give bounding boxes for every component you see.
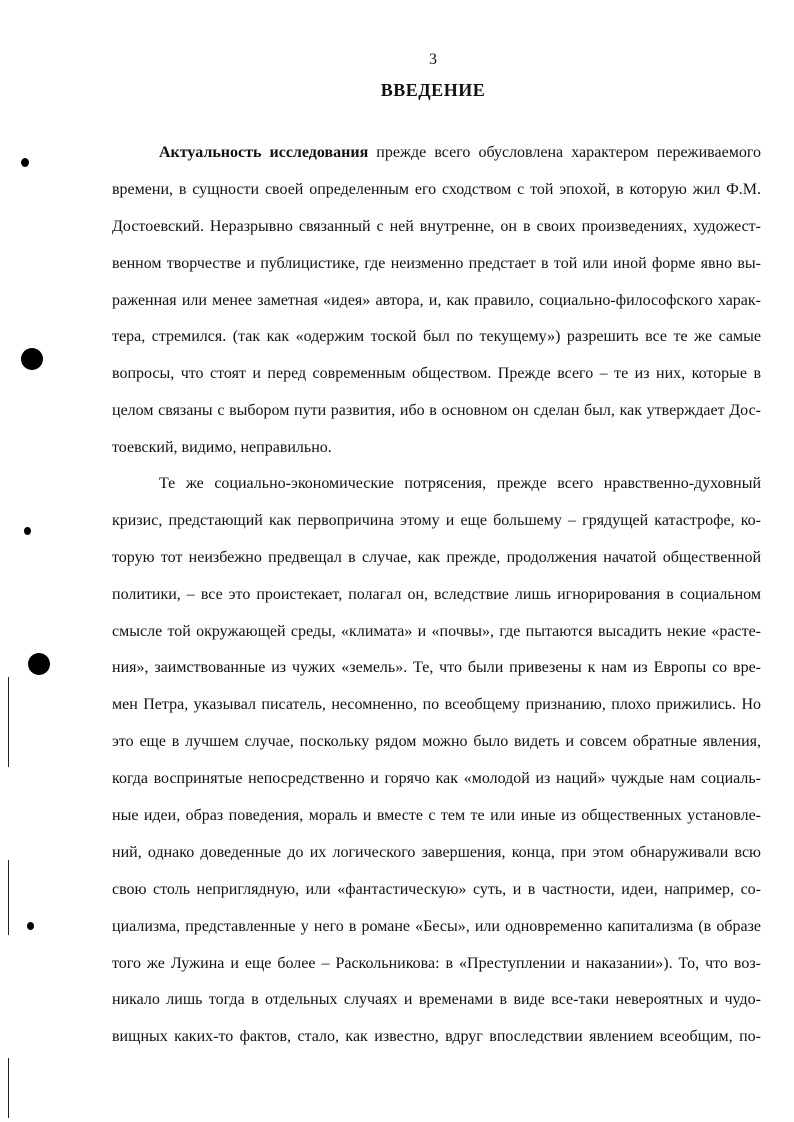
text-line: времени, в сущности своей определенным его сходством с той эпохой, в которую жил Ф.М. (112, 180, 761, 198)
text-line: раженная или менее заметная «идея» автора, и, как правило, социально-философского харак- (112, 291, 761, 309)
lead-phrase: Актуальность исследования (159, 144, 369, 161)
scan-speck (24, 527, 31, 535)
scan-speck (21, 158, 29, 167)
text-line: целом связаны с выбором пути развития, ибо в основном он сделан был, как утверждает Дос- (112, 402, 761, 420)
text-line: вищных каких-то фактов, стало, как известно, вдруг впоследствии явлением всеобщим, по- (112, 1028, 761, 1046)
paragraph-relevance (112, 138, 761, 470)
text-line: того же Лужина и еще более – Раскольникова: в «Преступлении и наказании»). То, что воз- (112, 954, 761, 972)
text-line: никало лишь тогда в отдельных случаях и временами в виде все-таки невероятных и чудо- (112, 991, 761, 1009)
text-line: тоевский, видимо, неправильно. (112, 439, 332, 457)
text-line: ные идеи, образ поведения, мораль и вместе с тем те или иные из общественных установле- (112, 807, 761, 825)
text-line: тера, стремился. (так как «одержим тоской был по текущему») разрешить все те же самые (112, 328, 761, 346)
text-line: Достоевский. Неразрывно связанный с ней внутренне, он в своих произведениях, художест- (112, 217, 761, 235)
page-title: ВВЕДЕНИЕ (380, 80, 486, 100)
binder-hole-top (21, 348, 43, 370)
text-line: Актуальность исследования прежде всего обусловлена характером переживаемого (159, 144, 761, 161)
text-line: кризис, предстающий как первопричина этому и еще большему – грядущей катастрофе, ко- (112, 511, 761, 529)
text-line: Те же социально-экономические потрясения, прежде всего нравственно-духовный (159, 475, 761, 492)
text-line: ния», заимствованные из чужих «земель». Те, что были привезены к нам из Европы со вре- (112, 659, 761, 677)
text-line: циализма, представленные у него в романе «Бесы», или одновременно капитализма (в образе (112, 917, 761, 935)
scan-edge-line (8, 860, 9, 935)
text-line: смысле той окружающей среды, «климата» и «почвы», где пытаются высадить некие «расте- (112, 622, 761, 640)
paragraph-crisis (112, 469, 761, 1059)
page-number: 3 (429, 51, 437, 68)
text-line: это еще в лучшем случае, поскольку рядом можно было видеть и совсем обратные явления, (112, 733, 761, 751)
text-line: мен Петра, указывал писатель, несомненно, по всеобщему признанию, плохо прижились. Но (112, 696, 761, 714)
text-line: политики, – все это проистекает, полагал он, вследствие лишь игнорирования в социальном (112, 585, 761, 603)
scan-edge-line (8, 677, 9, 767)
text-line: ний, однако доведенные до их логического завершения, конца, при этом обнаруживали всю (112, 843, 761, 861)
text-line: венном творчестве и публицистике, где неизменно предстает в той или иной форме явно вы- (112, 254, 761, 272)
text-line: когда воспринятые непосредственно и горячо как «молодой из наций» чуждые нам социаль- (112, 770, 761, 788)
text-line: торую тот неизбежно предвещал в случае, как прежде, продолжения начатой общественной (112, 548, 761, 566)
text-line: свою столь неприглядную, или «фантастическую» суть, и в частности, идеи, например, со- (112, 880, 761, 898)
text-line: вопросы, что стоят и перед современным обществом. Прежде всего – те из них, которые в (112, 365, 761, 383)
scan-speck (27, 922, 34, 930)
scan-edge-line (8, 1058, 9, 1118)
binder-hole-bottom (28, 653, 50, 675)
